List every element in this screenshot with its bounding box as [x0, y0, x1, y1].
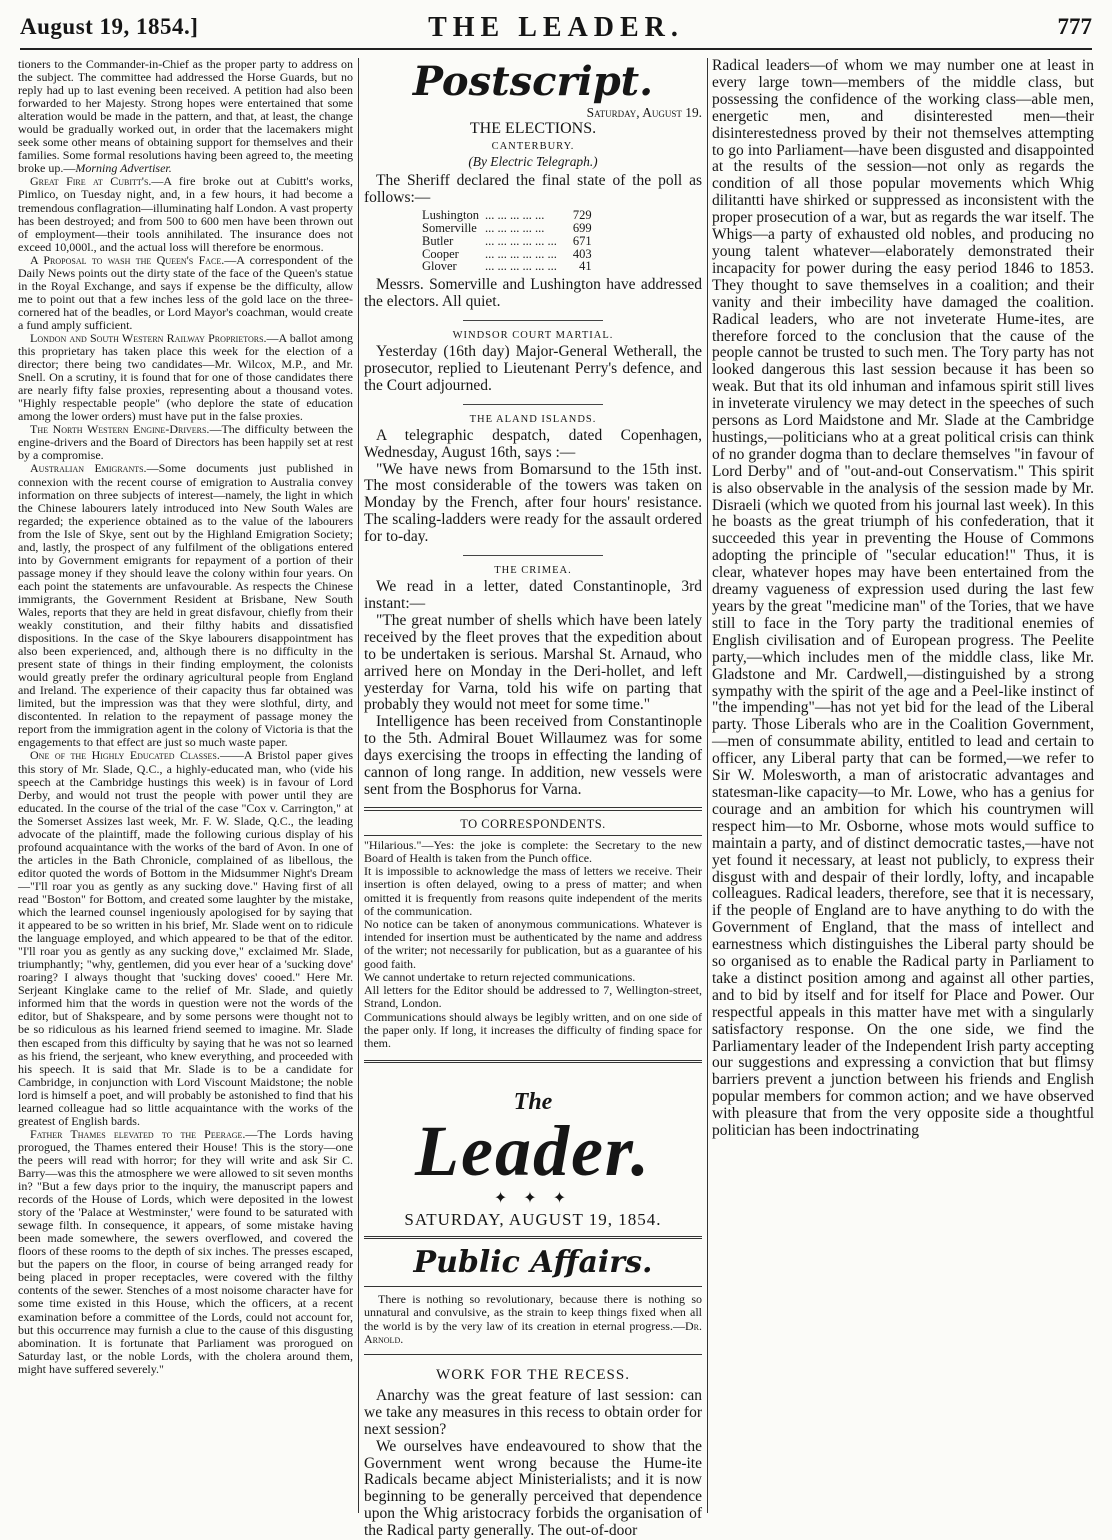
poll-row	[422, 235, 598, 248]
crimea-paragraph-3: Intelligence has been received from Constantinople to the 5th. Admiral Bouet Willaumez was for some days exercising the troops in effecting the landing of cannon of long range. In addition, new vessels were sent from the Bosphorus for Varna.	[364, 713, 702, 798]
telegraph-note: (By Electric Telegraph.)	[468, 154, 598, 170]
work-continued: Radical leaders—of whom we may number one at least in every large town—members of the middle class, but possessing the confidence of the working class—able men, energetic men, and disinterested men—their disinterestedness proved by their not themselves attempting to go into Parliament—have been disgusted and disappointed at the results of the session—not only as regards the condition of all those popular movements which Whig dilitantti have shirked or suppressed as inconsistent with the proper prosecution of a war, but as regards the war itself. The Whigs—a party of exhausted old nobles, and producing no young talent whatever—elaborately demonstrated their incapacity for power during the easy period 1846 to 1853. They thought to save themselves in a coalition; and their vanity and their imbecility have damaged the coalition. Radical leaders, who are not inveterate Hume-ites, are therefore forced to the conclusion that the cause of the people cannot be trusted to such men. The Tory party has not looked dangerous this last session because it has been so weak. But that its old inhuman and infamous spirit still lives in inveterate virulency we may detect in the speeches of such persons as Lord Maidstone and Mr. Slade at the Cambridge hustings,—politicians who at a great political crisis can think of no grander dogma than to declare themselves "in favour of Lord Derby" and of "out-and-out Conservatism." This spirit is also observable in the analysis of the session made by Mr. Disraeli (which we quoted from his journal last week). In this he boasts as the great triumph of his confederation, that it succeeded this year in preventing the House of Commons adopting the principle of "secular education!" Thus, it is clear, whatever hopes may have been entertained from the dreamy vagueness of expression used during the last few years by the great "medicine man" of the Tories, that we have still to face in the Tory party the traditional enemies of English civilisation and of European progress. The Peelite party,—which includes men of the middle class, like Mr. Gladstone and Mr. Cardwell,—distinguished by a strong sympathy with the spirit of the age and a Peel-like instinct of "the impending"—has not yet bid for the lead of the Liberal party. Those Liberals who are in the Coalition Government,—men of consummate ability, entitled to lead and certain to officer, any Liberal party that can be formed,—we refer to Sir W. Molesworth, a man of aristocratic advantages and statesman-like capacity—to Mr. Lowe, who has a genius for courage and an ambition for which his countrymen will respect him—to Mr. Osborne, whose mots would suffice to maintain a party, and of distinct democratic tastes,—have not yet found it necessary, at least not publicly, to express their disgust with and despair of their lordly, lofty, and incapable colleagues. Radical leaders, therefore, see that it is necessary, if the people of England are to have anything to do with the Government of England, that the mass of intellect and earnestness which distinguishes the Liberal party should be so organised as to enable the Radical party in Parliament to take a distinct position among and against all other parties, and to bid by itself and for itself for Place and Power. Our respectful appeals in this matter have met with a singularly satisfactory response. On the one side, we find the Parliamentary leader of the Independent Irish party accepting our suggestions and expressing a conviction that but flimsy barriers prevent a junction between his friends and English popular members for common action; and we have observed with pleasure that from the very opposite side a thoughtful politician has been indoctrinating	[712, 57, 1094, 1140]
masthead-date: SATURDAY, AUGUST 19, 1854.	[404, 1210, 662, 1230]
candidate-name: Cooper	[422, 246, 459, 261]
canterbury-heading: CANTERBURY.	[491, 141, 575, 153]
engine-drivers-article: The North Western Engine-Drivers.—The difficulty between the engine-drivers and the Board of Directors has been happily set at rest by a compromise.	[18, 422, 353, 463]
masthead-ornament: ✦ ✦ ✦	[493, 1190, 573, 1208]
correspondents-rule	[364, 835, 702, 836]
postscript-title: Postscript.	[412, 58, 654, 105]
crimea-paragraph-1: We read in a letter, dated Constantinople, 3rd instant:—	[364, 578, 702, 612]
emigrants-article: Australian Emigrants.—Some documents just published in connexion with the recent course of emigration to Australia convey information on three subjects of interest—namely, the light in which the Chinese labourers lately introduced into New South Wales are regarded; the experience obtained as to the value of the labourers from the Isle of Skye, sent out by the Highland Emigration Society; and, lastly, the prospect of any fulfilment of the obligations entered into by Government emigrants for repayment of a portion of their passage money if they should leave the colony within four years. On each point the statements are unfavourable. As respects the Chinese immigrants, the Government Resident at Brisbane, New South Wales, reports that they are held in great disfavour, chiefly from their weakly constitution, and their filthy habits and dissatisfied dispositions. In the case of the Skye labourers disappointment has also been experienced, and, although there is no difficulty in the present state of things in their finding employment, the colonists would greatly prefer the ordinary agricultural people from England and Ireland. The experience of their capacity thus far obtained was limited, but the impression was that they were slothful, dirty, and discontented. In relation to the repayment of passage money the report from the immigration agent in the colony of Victoria is that the engagements to that effect are just so much waste paper.	[18, 461, 353, 750]
poll-row	[422, 260, 598, 273]
aland-paragraph-1: A telegraphic despatch, dated Copenhagen, Wednesday, August 16th, says :—	[364, 426, 702, 461]
masthead-name: Leader.	[415, 1111, 651, 1192]
aland-heading: THE ALAND ISLANDS.	[469, 413, 597, 425]
column-rule-2	[707, 58, 708, 1513]
correspondents-2: It is impossible to acknowledge the mass of letters we receive. Their insertion is often delayed, owing to a press of matter; and when omitted it is frequently from reasons quite independent of the merits of the communication.	[364, 864, 702, 918]
work-paragraph-2: We ourselves have endeavoured to show that the Government went wrong because the Hume-ite Radicals became abject Ministerialists; and it is now beginning to be generally perceived that dependence upon the Whig aristocracy forbids the organisation of the Radical party generally. The out-of-door	[364, 1437, 702, 1540]
crimea-paragraph-2: "The great number of shells which have been lately received by the fleet proves that the expedition about to be undertaken is serious. Marshal St. Arnaud, who arrived here on Monday in the Deri-hollet, and left yesterday for Varna, told his wife on parting that probably they would not meet for some time."	[364, 611, 702, 714]
correspondents-3: No notice can be taken of anonymous communications. Whatever is intended for insertion must be authenticated by the name and address of the writer; not necessarily for publication, but as a guarantee of his good faith.	[364, 917, 702, 971]
page-number: 777	[1057, 14, 1092, 39]
section-rule-lower	[364, 810, 702, 811]
vote-count: 729	[572, 208, 592, 223]
section-double-rule	[364, 807, 702, 808]
leader-dots: ... ... ... ... ...	[484, 208, 545, 223]
poll-row	[422, 222, 598, 235]
railway-article: London and South Western Railway Proprietors.—A ballot among this proprietary has taken place this week for the election of a director; there being two candidates—Mr. Wilcox, M.P., and Mr. Snell. On a scrutiny, it is found that for one of those candidates there are nearly fifty false proxies, representing about a thousand votes. "Highly respectable people" (who deplore the state of education among the lower orders) must have put in the false proxies.	[18, 330, 353, 424]
committee-paragraph: tioners to the Commander-in-Chief as the proper party to address on the subject. The committee had addressed the Horse Guards, but no reply had up to last evening been received. A petition had also been forwarded to her Majesty. Strong hopes were entertained that some alteration would be made in the pattern, and that, at least, the change would be gradually worked out, in order that the lacemakers might seek some other means of obtaining support for themselves and their families. Some formal resolutions having been agreed to, the meeting broke up.—Morning Advertiser.	[18, 57, 353, 176]
column-rule-1	[358, 58, 359, 1513]
header-rule	[20, 48, 1092, 50]
leader-dots: ... ... ... ... ... ...	[484, 246, 557, 261]
candidate-name: Lushington	[422, 208, 479, 223]
elections-heading: THE ELECTIONS.	[469, 120, 597, 138]
vote-count: 699	[572, 221, 592, 236]
leader-dots: ... ... ... ... ...	[484, 221, 545, 236]
masthead	[364, 1089, 702, 1230]
crimea-heading: THE CRIMEA.	[494, 565, 572, 577]
fire-article: Great Fire at Cubitt's.—A fire broke out at Cubitt's works, Pimlico, on Tuesday night, and, in a few hours, it had become a tremendous conflagration—illuminating half London. A vast property has been destroyed; and from 500 to 600 men have been thrown out of employment—their tools annihilated. The insurance does not exceed 10,000l., and the actual loss will therefore be enormous.	[18, 174, 353, 254]
column-3	[712, 58, 1094, 1513]
aland-paragraph-2: "We have news from Bomarsund to the 15th inst. The most considerable of the towers was taken on Monday by the French, after four hours' resistance. The scaling-ladders were ready for the assault ordered for to-day.	[364, 460, 702, 546]
masthead-top-rule	[364, 1060, 702, 1063]
epigraph-rule	[364, 1354, 702, 1355]
windsor-paragraph: Yesterday (16th day) Major-General Wetherall, the prosecutor, replied to Lieutenant Perry's defence, and the Court adjourned.	[364, 343, 702, 394]
correspondents-heading: TO CORRESPONDENTS.	[460, 816, 606, 831]
leader-dots: ... ... ... ... ... ...	[484, 233, 557, 248]
public-affairs-title: Public Affairs.	[413, 1245, 653, 1281]
sheriff-paragraph: The Sheriff declared the final state of the poll as follows:—	[364, 172, 702, 207]
work-paragraph-1: Anarchy was the great feature of last session: can we take any measures in this recess to obtain order for next session?	[364, 1386, 702, 1438]
column-1	[18, 58, 353, 1513]
masthead-the: The	[513, 1089, 553, 1116]
public-affairs-rule	[364, 1286, 702, 1287]
vote-count: 671	[572, 233, 592, 248]
correspondents-4: We cannot undertake to return rejected communications.	[364, 969, 636, 984]
thames-article: Father Thames elevated to the Peerage.—The Lords having prorogued, the Thames entered their House! This is the story—one the peers will read with horror; for they will write and ask Sir C. Barry—was this the atmosphere we were allowed to sit seven months in? "But a few days prior to the inquiry, the manuscript papers and records of the House of Lords, which were deposited in the lowest story of the 'Palace at Westminster,' were found to be saturated with sewage filth. In consequence, it appears, of some mistake having been made somewhere, the sewers overflowed, and covered the floors of these rooms to the depth of six inches. The presses escaped, but the papers on the floor, in course of being arranged ready for being placed in proper receptacles, were covered with the filthy contents of the sewer. Stenches of a most noisome character have for some time existed in this House, which the officers, at a recent examination before a committee of the Lords, could not account for, but this occurrence may furnish a clue to the cause of this disgusting abomination. It is fortunate that Parliament was prorogued on Saturday last, or the noble Lords, with the cholera around them, might have suffered severely."	[18, 1126, 353, 1376]
masthead-bottom-rule	[364, 1236, 702, 1239]
poll-table	[422, 209, 598, 273]
section-rule	[463, 555, 603, 556]
educated-classes-article: One of the Highly Educated Classes.——A Bristol paper gives this story of Mr. Slade, Q.C., a highly-educated man, who (vide his speech at the Cambridge hustings this week) is in favour of Lord Derby, and would not trust the people with power until they are educated. In the course of the trial of the case "Cox v. Carrington," at the Somerset Assizes last week, Mr. F. W. Slade, Q.C., the leading advocate of the plaintiff, made the following curious display of his profound acquaintance with the works of the bard of Avon. In one of the articles in the Bath Chronicle, complained of as libellous, the editor quoted the words of Bottom in the Midsummer Night's Dream—"I'll roar you as gently as any sucking dove." Having first of all read "Boston" for Bottom, and created some laughter by the mistake, which the learned counsel ingeniously apologised for by saying that it appeared to be so written in his brief, Mr. Slade went on to ridicule the language employed, and which appeared to be that of the editor. "I'll roar you as gently as any sucking dove," exclaimed Mr. Slade, triumphantly; "why, gentlemen, did you ever hear of a 'sucking dove' roaring? I always thought that 'sucking doves' cooed." Here Mr. Serjeant Kinglake came to the relief of Mr. Slade, and quietly informed him that the words in question were not the words of the editor, but of Shakspeare, and by some persons were thought not to be so ridiculous as his learned friend seemed to imagine. Mr. Slade then escaped from this difficulty by saying that he was not so learned as his friend, the serjeant, who knew everything, and proceeded with his speech. It is said that Mr. Slade is to be a candidate for Cambridge, in conjunction with Lord Viscount Maidstone; the noble lord is himself a poet, and will probably be astonished to find that his learned colleague had so little acquaintance with the works of the greatest of English bards.	[18, 748, 353, 1128]
postscript-date: Saturday, August 19.	[586, 105, 702, 120]
candidate-name: Butler	[422, 233, 454, 248]
vote-count: 403	[572, 246, 592, 261]
work-heading: WORK FOR THE RECESS.	[436, 1366, 630, 1383]
page-header	[20, 12, 1092, 46]
vote-count: 41	[579, 259, 592, 274]
section-rule	[463, 320, 603, 321]
addressed-paragraph: Messrs. Somerville and Lushington have addressed the electors. All quiet.	[364, 276, 702, 311]
leader-dots: ... ... ... ... ... ...	[484, 259, 557, 274]
windsor-heading: WINDSOR COURT MARTIAL.	[452, 330, 614, 342]
epigraph: There is nothing so revolutionary, because there is nothing so unnatural and convulsive, as the strain to keep things fixed when all the world is by the very law of its creation in eternal progress.—Dr. Arnold.	[364, 1292, 702, 1346]
correspondents-5: All letters for the Editor should be addressed to 7, Wellington-street, Strand, London.	[364, 983, 702, 1011]
candidate-name: Somerville	[422, 221, 477, 236]
column-2	[364, 58, 702, 1540]
newspaper-title: THE LEADER.	[428, 12, 684, 43]
correspondents-1: "Hilarious."—Yes: the joke is complete: the Secretary to the new Board of Health is taken from the Punch office.	[364, 837, 702, 866]
section-rule	[463, 404, 603, 405]
candidate-name: Glover	[422, 259, 457, 274]
queen-article: A Proposal to wash the Queen's Face.—A correspondent of the Daily News points out the dirty state of the face of the Queen's statue in the Royal Exchange, and says if expense be the difficulty, allow me to point out that a few inches less of the gold lace on the three-cornered hat of the beadles, or Lord Mayor's coachman, would create a fund amply sufficient.	[18, 252, 353, 332]
issue-date: August 19, 1854.]	[20, 14, 199, 39]
correspondents-6: Communications should always be legibly written, and on one side of the paper only. If long, it increases the difficulty of finding space for them.	[364, 1009, 702, 1050]
